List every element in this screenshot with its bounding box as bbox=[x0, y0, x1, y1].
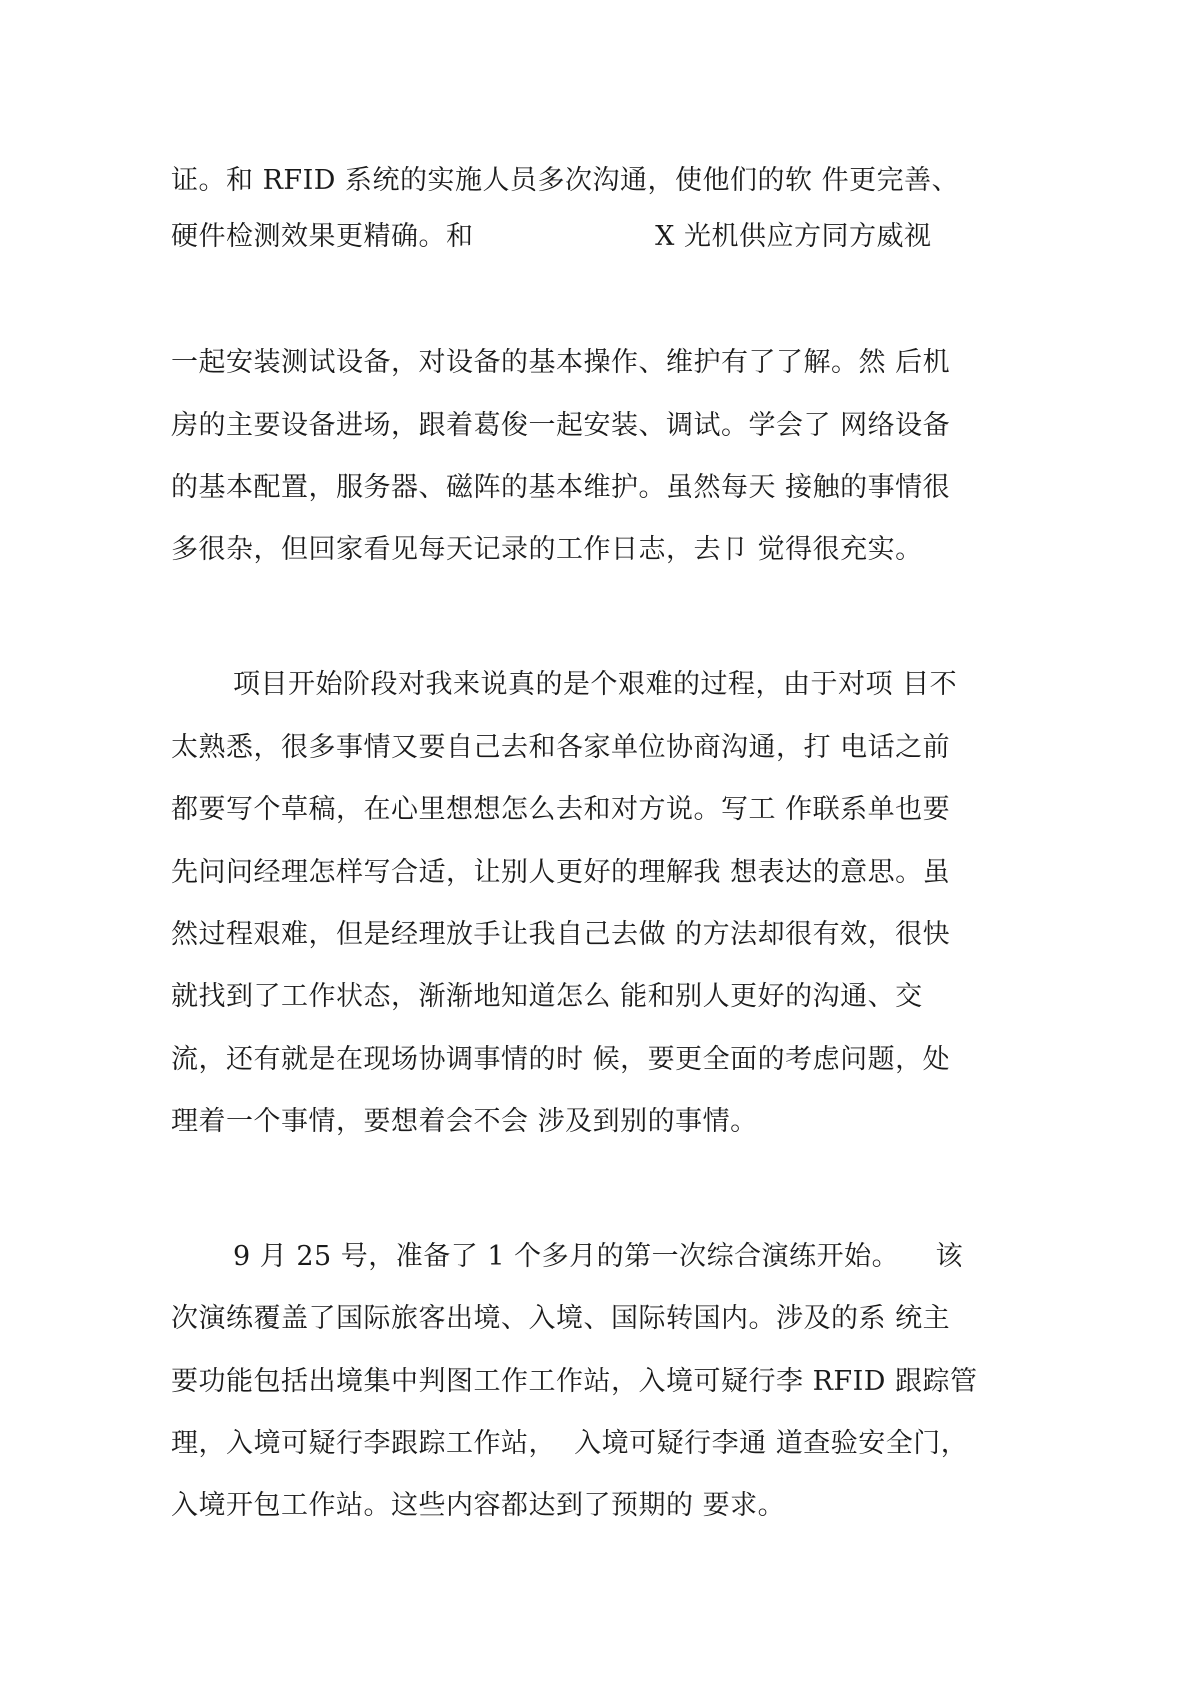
paragraph-line: 入境开包工作站。这些内容都达到了预期的 要求。 bbox=[171, 1490, 786, 1521]
paragraph-line: 的基本配置，服务器、磁阵的基本维护。虽然每天 接触的事情很 bbox=[171, 472, 951, 503]
paragraph-line: 都要写个草稿，在心里想想怎么去和对方说。写工 作联系单也要 bbox=[171, 794, 951, 825]
paragraph-line: 流，还有就是在现场协调事情的时 候，要更全面的考虑问题，处 bbox=[171, 1044, 951, 1075]
paragraph-line: 太熟悉，很多事情又要自己去和各家单位协商沟通，打 电话之前 bbox=[171, 732, 951, 763]
paragraph-line: 硬件检测效果更精确。和 X 光机供应方同方威视 bbox=[171, 221, 932, 252]
paragraph-line: 多很杂，但回家看见每天记录的工作日志，去卩 觉得很充实。 bbox=[171, 534, 923, 565]
paragraph-line: 证。和 RFID 系统的实施人员多次沟通，使他们的软 件更完善、 bbox=[171, 165, 960, 196]
paragraph-line: 项目开始阶段对我来说真的是个艰难的过程，由于对项 目不 bbox=[233, 669, 958, 700]
paragraph-line: 就找到了工作状态，渐渐地知道怎么 能和别人更好的沟通、交 bbox=[171, 981, 923, 1012]
paragraph-line: 然过程艰难，但是经理放手让我自己去做 的方法却很有效，很快 bbox=[171, 919, 951, 950]
paragraph-line: 一起安装测试设备，对设备的基本操作、维护有了了解。然 后机 bbox=[171, 347, 951, 378]
paragraph-line: 理着一个事情，要想着会不会 涉及到别的事情。 bbox=[171, 1106, 758, 1137]
paragraph-line: 次演练覆盖了国际旅客出境、入境、国际转国内。涉及的系 统主 bbox=[171, 1303, 951, 1334]
paragraph-line: 房的主要设备进场，跟着葛俊一起安装、调试。学会了 网络设备 bbox=[171, 410, 951, 441]
paragraph-line: 先问问经理怎样写合适，让别人更好的理解我 想表达的意思。虽 bbox=[171, 857, 951, 888]
paragraph-line: 理，入境可疑行李跟踪工作站， 入境可疑行李通 道查验安全门， bbox=[171, 1428, 969, 1459]
paragraph-line: 9 月 25 号，准备了 1 个多月的第一次综合演练开始。 该 bbox=[233, 1241, 963, 1272]
paragraph-line: 要功能包括出境集中判图工作工作站，入境可疑行李 RFID 跟踪管 bbox=[171, 1366, 978, 1397]
